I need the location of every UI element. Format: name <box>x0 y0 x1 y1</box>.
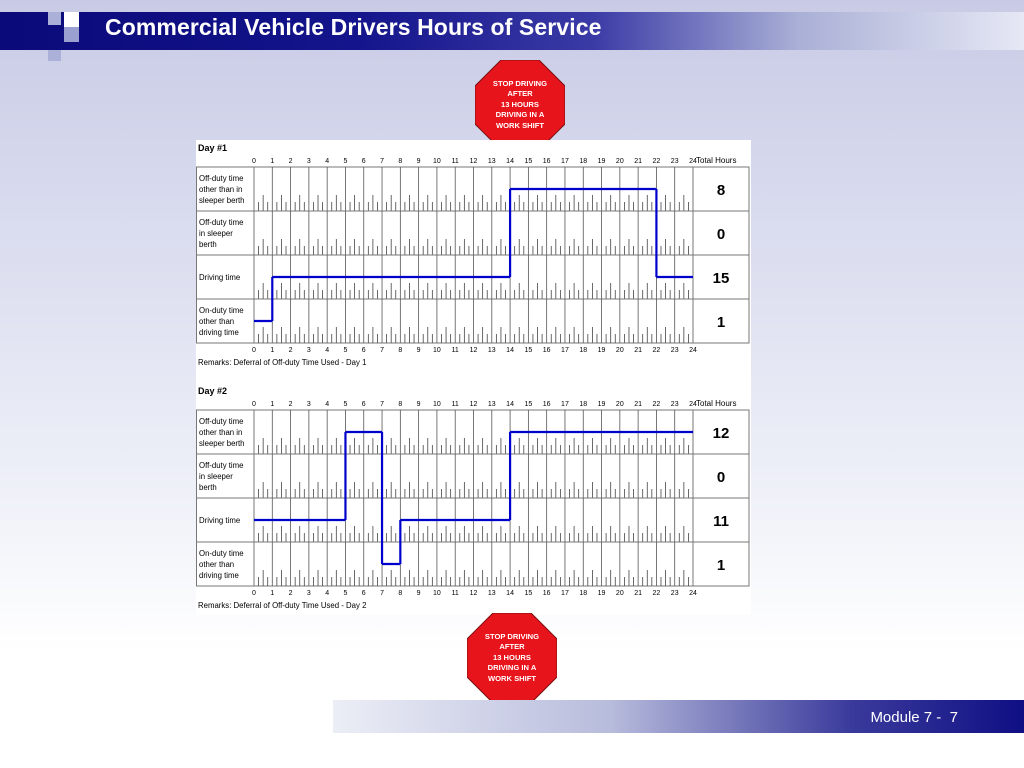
hour-tick-label-bottom: 12 <box>469 347 478 354</box>
hour-tick-label-top: 0 <box>252 401 256 408</box>
hour-tick-label-bottom: 23 <box>670 590 679 597</box>
row-label: On-duty time <box>199 549 244 558</box>
hour-tick-label-top: 9 <box>416 401 421 408</box>
footer-module: Module 7 - <box>870 709 942 726</box>
hour-tick-label-bottom: 8 <box>398 347 403 354</box>
hour-tick-label-bottom: 5 <box>343 590 348 597</box>
hour-tick-label-bottom: 7 <box>380 590 384 597</box>
hour-tick-label-bottom: 19 <box>597 347 606 354</box>
hour-tick-label-bottom: 0 <box>252 590 256 597</box>
row-label: other than <box>199 560 235 569</box>
hour-tick-label-top: 23 <box>670 401 679 408</box>
row-total-hours: 0 <box>716 226 726 243</box>
row-total-hours: 11 <box>713 513 729 530</box>
hour-tick-label-bottom: 2 <box>288 347 293 354</box>
hour-tick-label-top: 13 <box>487 158 496 165</box>
hour-tick-label-top: 24 <box>689 158 697 165</box>
hour-tick-label-bottom: 17 <box>561 347 569 354</box>
day-title: Day #1 <box>198 143 228 153</box>
day-title: Day #2 <box>198 386 228 396</box>
hour-tick-label-bottom: 23 <box>670 347 679 354</box>
hour-tick-label-top: 9 <box>416 158 421 165</box>
hour-tick-label-top: 15 <box>524 158 533 165</box>
hour-tick-label-top: 12 <box>469 401 478 408</box>
hour-tick-label-bottom: 8 <box>398 590 403 597</box>
hour-tick-label-bottom: 13 <box>487 347 496 354</box>
hour-tick-label-bottom: 1 <box>270 590 275 597</box>
hour-tick-label-bottom: 4 <box>325 590 330 597</box>
hour-tick-label-top: 8 <box>398 401 403 408</box>
hour-tick-label-bottom: 18 <box>579 590 588 597</box>
row-label: driving time <box>199 328 239 337</box>
hour-tick-label-top: 8 <box>398 158 403 165</box>
hour-tick-label-top: 6 <box>361 401 366 408</box>
hour-tick-label-top: 15 <box>524 401 533 408</box>
hour-tick-label-bottom: 9 <box>416 347 421 354</box>
day-remarks: Remarks: Deferral of Off-duty Time Used - Day 2 <box>198 601 367 610</box>
hour-tick-label-top: 16 <box>542 158 551 165</box>
hour-tick-label-top: 5 <box>343 158 348 165</box>
hour-tick-label-bottom: 21 <box>634 347 643 354</box>
day-remarks: Remarks: Deferral of Off-duty Time Used - Day 1 <box>198 358 367 367</box>
log-chart-panel <box>196 140 751 615</box>
hour-tick-label-top: 18 <box>579 401 588 408</box>
hour-tick-label-top: 4 <box>325 401 330 408</box>
stop-sign-text: STOP DRIVING AFTER 13 HOURS DRIVING IN A WORK SHIFT <box>484 631 540 683</box>
row-label: Driving time <box>199 273 241 282</box>
footer-page-number: 7 <box>949 709 958 726</box>
row-label: other than in <box>199 428 243 437</box>
hour-tick-label-bottom: 21 <box>634 590 643 597</box>
decor-square <box>64 27 79 42</box>
hour-tick-label-top: 1 <box>270 401 275 408</box>
hour-tick-label-bottom: 17 <box>561 590 569 597</box>
row-label: berth <box>199 483 217 492</box>
row-total-hours: 12 <box>712 425 730 442</box>
hour-tick-label-top: 14 <box>506 158 514 165</box>
hour-tick-label-bottom: 11 <box>451 590 459 597</box>
hour-tick-label-top: 16 <box>542 401 551 408</box>
hour-tick-label-bottom: 24 <box>689 347 697 354</box>
decor-square <box>48 12 61 25</box>
hour-tick-label-top: 7 <box>380 401 384 408</box>
row-label: other than in <box>199 185 243 194</box>
row-label: Driving time <box>199 516 241 525</box>
hour-tick-label-top: 17 <box>561 401 569 408</box>
row-total-hours: 8 <box>716 182 726 199</box>
hour-tick-label-top: 24 <box>689 401 697 408</box>
hour-tick-label-top: 1 <box>270 158 275 165</box>
row-label: berth <box>199 240 217 249</box>
footer-label <box>870 709 958 726</box>
hour-tick-label-top: 19 <box>597 401 606 408</box>
stop-sign-text: STOP DRIVING AFTER 13 HOURS DRIVING IN A WORK SHIFT <box>492 78 548 130</box>
row-label: Off-duty time <box>199 461 244 470</box>
hour-tick-label-top: 3 <box>306 401 311 408</box>
slide-title: Commercial Vehicle Drivers Hours of Service <box>105 14 602 40</box>
hour-tick-label-bottom: 10 <box>433 590 441 597</box>
hour-tick-label-top: 20 <box>615 401 624 408</box>
hour-tick-label-bottom: 16 <box>542 347 551 354</box>
hour-tick-label-bottom: 11 <box>451 347 459 354</box>
hour-tick-label-top: 13 <box>487 401 496 408</box>
hour-tick-label-bottom: 15 <box>524 347 533 354</box>
hour-tick-label-top: 17 <box>561 158 569 165</box>
hour-tick-label-bottom: 18 <box>579 347 588 354</box>
hour-tick-label-top: 22 <box>652 158 661 165</box>
row-label: Off-duty time <box>199 417 244 426</box>
hour-tick-label-bottom: 2 <box>288 590 293 597</box>
hour-tick-label-top: 19 <box>597 158 606 165</box>
stop-sign-bottom <box>467 613 557 703</box>
hour-tick-label-bottom: 1 <box>270 347 275 354</box>
row-label: Off-duty time <box>199 174 244 183</box>
row-label: Off-duty time <box>199 218 244 227</box>
row-label: in sleeper <box>199 229 233 238</box>
hour-tick-label-top: 7 <box>380 158 384 165</box>
hour-tick-label-bottom: 10 <box>433 347 441 354</box>
hour-tick-label-bottom: 3 <box>306 347 311 354</box>
log-chart-svg <box>196 140 751 615</box>
hour-tick-label-top: 11 <box>451 401 459 408</box>
hour-tick-label-bottom: 3 <box>306 590 311 597</box>
hour-tick-label-top: 6 <box>361 158 366 165</box>
hour-tick-label-bottom: 0 <box>252 347 256 354</box>
hour-tick-label-top: 0 <box>252 158 256 165</box>
hour-tick-label-top: 12 <box>469 158 478 165</box>
hour-tick-label-bottom: 14 <box>506 590 514 597</box>
hour-tick-label-top: 10 <box>433 158 441 165</box>
hour-tick-label-bottom: 6 <box>361 347 366 354</box>
row-label: other than <box>199 317 235 326</box>
row-label: driving time <box>199 571 239 580</box>
row-total-hours: 1 <box>716 314 726 331</box>
footer-bar <box>333 700 1024 733</box>
hour-tick-label-top: 4 <box>325 158 330 165</box>
hour-tick-label-top: 21 <box>634 401 643 408</box>
hour-tick-label-top: 20 <box>615 158 624 165</box>
hour-tick-label-bottom: 20 <box>615 590 624 597</box>
row-total-hours: 0 <box>716 469 726 486</box>
hour-tick-label-top: 14 <box>506 401 514 408</box>
hour-tick-label-top: 22 <box>652 401 661 408</box>
hour-tick-label-top: 2 <box>288 401 293 408</box>
total-hours-header: Total Hours <box>696 156 737 165</box>
decor-square <box>64 12 79 27</box>
hour-tick-label-bottom: 7 <box>380 347 384 354</box>
hour-tick-label-top: 3 <box>306 158 311 165</box>
hour-tick-label-bottom: 5 <box>343 347 348 354</box>
row-total-hours: 15 <box>712 270 730 287</box>
hour-tick-label-bottom: 16 <box>542 590 551 597</box>
row-label: in sleeper <box>199 472 233 481</box>
hour-tick-label-top: 11 <box>451 158 459 165</box>
hour-tick-label-bottom: 19 <box>597 590 606 597</box>
hour-tick-label-bottom: 4 <box>325 347 330 354</box>
hour-tick-label-bottom: 9 <box>416 590 421 597</box>
row-total-hours: 1 <box>716 557 726 574</box>
total-hours-header: Total Hours <box>696 399 737 408</box>
hour-tick-label-bottom: 24 <box>689 590 697 597</box>
hour-tick-label-top: 5 <box>343 401 348 408</box>
hour-tick-label-bottom: 14 <box>506 347 514 354</box>
hour-tick-label-bottom: 6 <box>361 590 366 597</box>
row-label: On-duty time <box>199 306 244 315</box>
stop-sign-top <box>475 60 565 150</box>
hour-tick-label-bottom: 12 <box>469 590 478 597</box>
hour-tick-label-top: 10 <box>433 401 441 408</box>
row-label: sleeper berth <box>199 439 245 448</box>
hour-tick-label-bottom: 22 <box>652 590 661 597</box>
hour-tick-label-top: 21 <box>634 158 643 165</box>
hour-tick-label-top: 23 <box>670 158 679 165</box>
hour-tick-label-bottom: 15 <box>524 590 533 597</box>
hour-tick-label-bottom: 13 <box>487 590 496 597</box>
hour-tick-label-top: 2 <box>288 158 293 165</box>
row-label: sleeper berth <box>199 196 245 205</box>
hour-tick-label-bottom: 22 <box>652 347 661 354</box>
hour-tick-label-bottom: 20 <box>615 347 624 354</box>
hour-tick-label-top: 18 <box>579 158 588 165</box>
